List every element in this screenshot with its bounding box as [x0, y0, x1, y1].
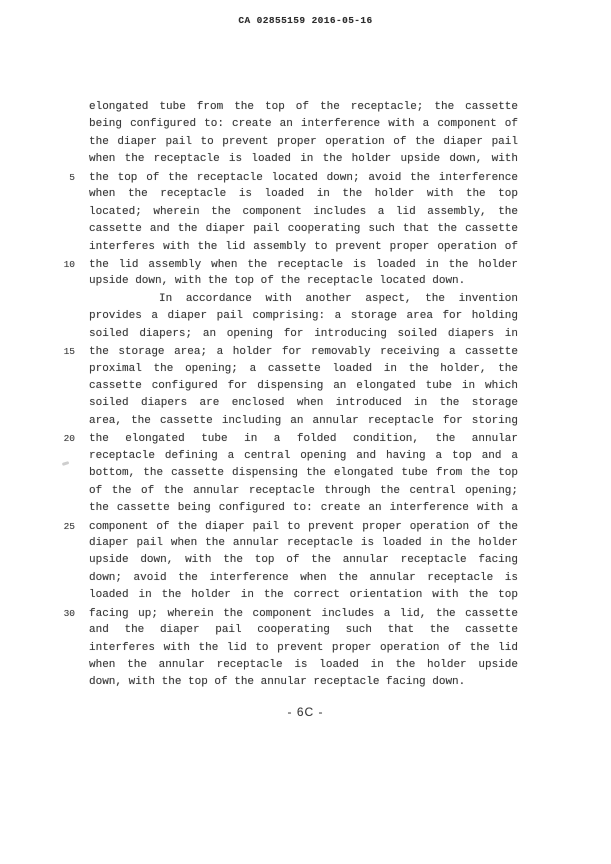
line-text: the diaper pail to prevent proper operation of the diaper pail — [89, 135, 518, 148]
line-text: elongated tube from the top of the receptacle; the cassette — [89, 101, 518, 113]
text-line — [40, 395, 518, 412]
text-line — [40, 483, 518, 500]
text-line — [40, 674, 518, 691]
page-number: - 6C - — [287, 705, 324, 719]
line-text: proximal the opening; a cassette loaded in the holder, the — [89, 362, 518, 375]
line-text: diaper pail when the annular receptacle is loaded in the holder — [89, 536, 518, 549]
line-text: In accordance with another aspect, the invention — [159, 292, 518, 305]
line-text: cassette and the diaper pail cooperating such that the cassette — [89, 223, 518, 236]
line-text: upside down, with the top of the annular receptacle facing — [89, 554, 518, 567]
line-text: located; wherein the component includes a lid assembly, the — [89, 205, 518, 218]
line-number: 10 — [63, 258, 75, 270]
text-line — [40, 204, 518, 221]
line-text: down, with the top of the annular receptacle facing down. — [89, 676, 466, 689]
text-line — [40, 430, 518, 447]
text-line — [40, 221, 518, 238]
line-text: soiled diapers are enclosed when introduced in the storage — [89, 397, 518, 410]
line-text: bottom, the cassette dispensing the elongated tube from the top — [89, 467, 518, 480]
text-line — [40, 552, 518, 569]
text-line — [40, 605, 518, 622]
line-text: loaded in the holder in the correct orientation with the top — [89, 589, 518, 602]
text-line — [40, 378, 518, 395]
line-text: the cassette being configured to: create an interference with a — [89, 502, 518, 515]
line-text: when the receptacle is loaded in the holder with the top — [89, 188, 518, 201]
text-line — [40, 256, 518, 273]
line-number: 30 — [63, 607, 75, 619]
text-line — [40, 587, 518, 604]
document-header: CA 02855159 2016-05-16 — [238, 15, 373, 26]
line-text: component of the diaper pail to prevent proper operation of the — [89, 520, 518, 533]
text-line — [40, 308, 518, 325]
line-text: cassette configured for dispensing an elongated tube in which — [89, 380, 518, 392]
line-number: 5 — [69, 171, 75, 183]
text-line — [40, 151, 518, 168]
line-text: and the diaper pail cooperating such that the cassette — [89, 624, 518, 637]
line-text: the elongated tube in a folded condition, the annular — [89, 433, 518, 446]
line-text: when the receptacle is loaded in the holder upside down, with — [89, 153, 518, 166]
line-text: of the of the annular receptacle through the central opening; — [89, 484, 518, 497]
line-text: area, the cassette including an annular receptacle for storing — [89, 414, 518, 427]
text-line — [40, 535, 518, 552]
line-text: soiled diapers; an opening for introducing soiled diapers in — [89, 327, 518, 340]
document-body — [40, 99, 518, 692]
text-line — [40, 273, 518, 290]
text-line — [40, 518, 518, 535]
text-line — [40, 134, 518, 151]
text-line — [40, 657, 518, 674]
text-line — [40, 326, 518, 343]
text-line — [40, 465, 518, 482]
line-text: the storage area; a holder for removably receiving a cassette — [89, 346, 518, 359]
text-line — [40, 99, 518, 116]
line-text: upside down, with the top of the receptacle located down. — [89, 275, 466, 288]
text-line — [40, 413, 518, 430]
text-line — [40, 291, 518, 308]
text-line — [40, 361, 518, 378]
line-text: being configured to: create an interference with a component of — [89, 118, 518, 131]
text-line — [40, 169, 518, 186]
line-text: interferes with the lid assembly to prevent proper operation of — [89, 240, 518, 253]
text-line — [40, 500, 518, 517]
line-text: the lid assembly when the receptacle is loaded in the holder — [89, 258, 518, 271]
line-text: provides a diaper pail comprising: a storage area for holding — [89, 310, 518, 323]
text-line — [40, 622, 518, 639]
line-text: receptacle defining a central opening and having a top and a — [89, 449, 518, 462]
line-text: when the annular receptacle is loaded in the holder upside — [89, 659, 518, 671]
line-text: down; avoid the interference when the annular receptacle is — [89, 571, 518, 584]
line-text: interferes with the lid to prevent proper operation of the lid — [89, 641, 518, 654]
line-number: 20 — [63, 433, 75, 445]
text-line — [40, 640, 518, 657]
text-line — [40, 239, 518, 256]
line-number: 15 — [63, 346, 75, 358]
text-line — [40, 343, 518, 360]
line-number: 25 — [63, 520, 75, 532]
text-line — [40, 448, 518, 465]
text-line — [40, 116, 518, 133]
line-text: the top of the receptacle located down; avoid the interference — [89, 171, 518, 184]
text-line — [40, 570, 518, 587]
line-text: facing up; wherein the component includes a lid, the cassette — [89, 607, 518, 620]
text-line — [40, 186, 518, 203]
